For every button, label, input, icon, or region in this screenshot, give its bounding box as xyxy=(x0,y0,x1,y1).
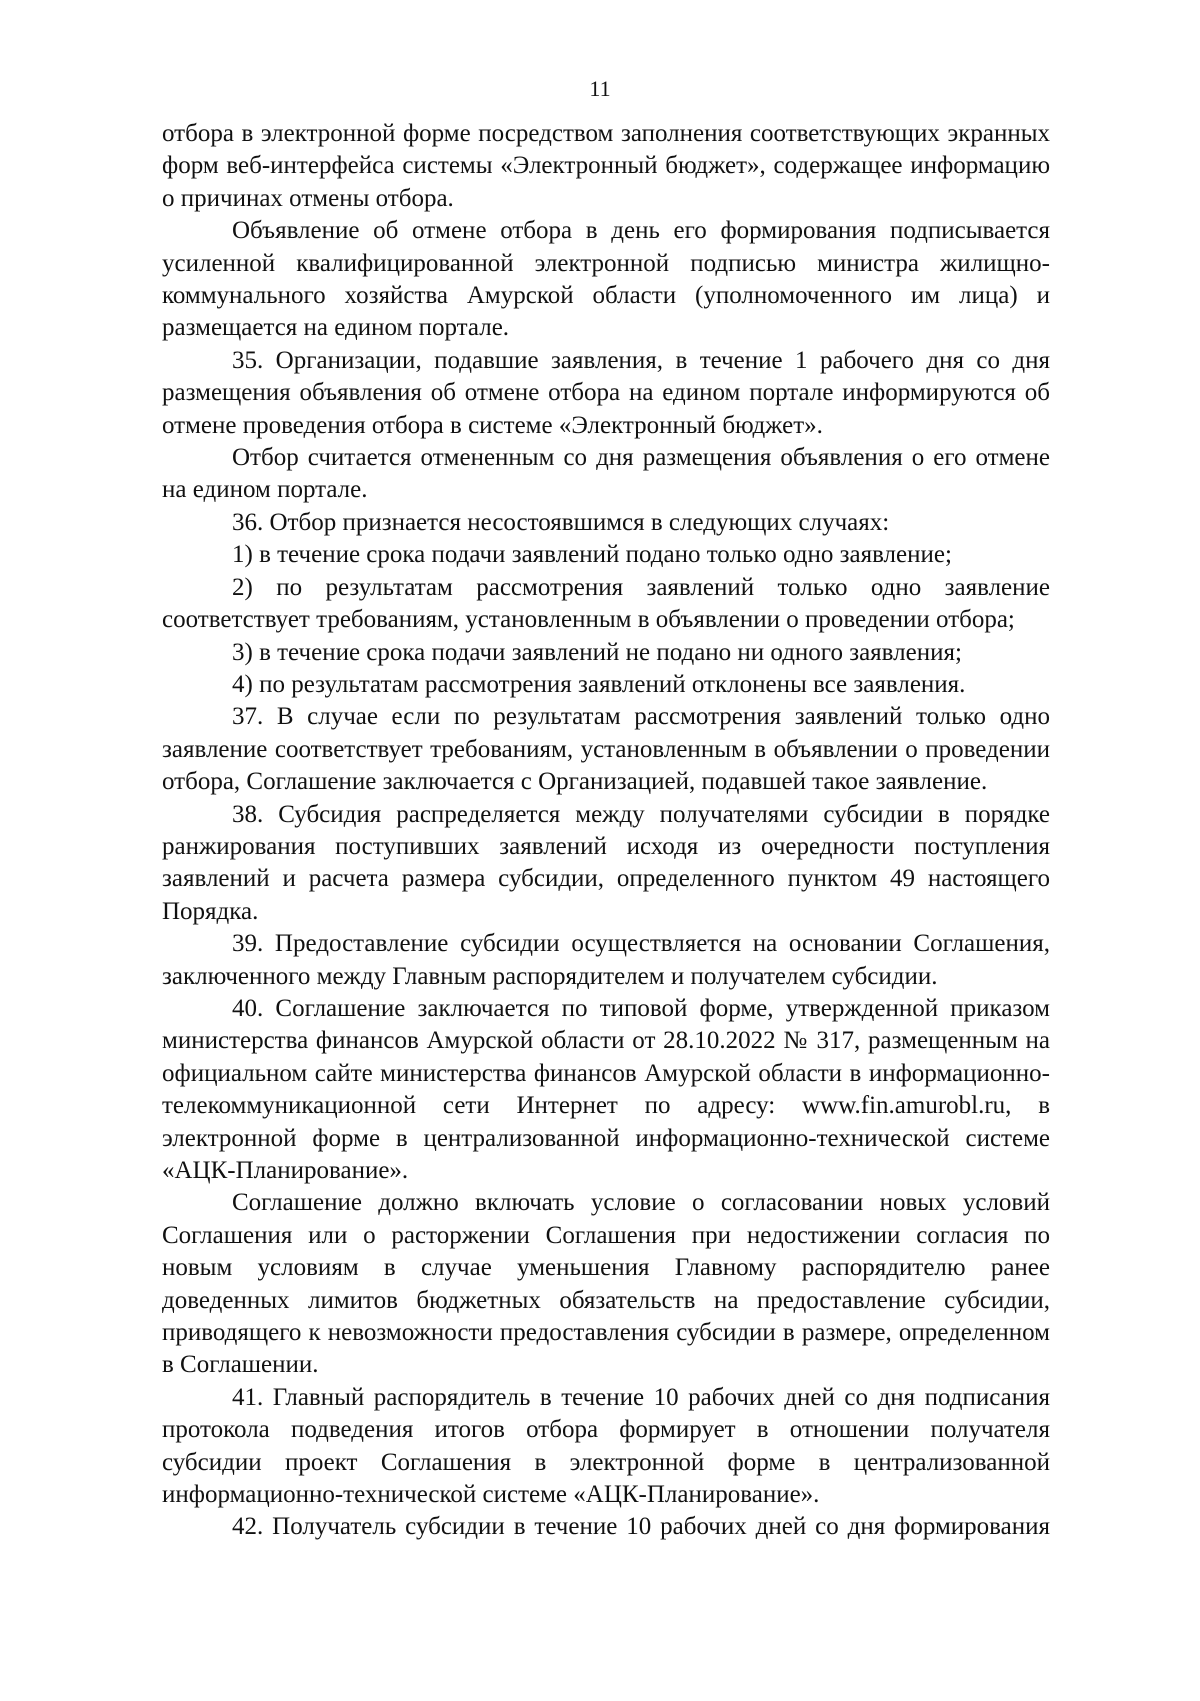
paragraph: 1) в течение срока подачи заявлений подано только одно заявление; xyxy=(232,541,952,569)
paragraph: 42. Получатель субсидии в течение 10 рабочих дней со дня формирования xyxy=(232,1513,1050,1541)
paragraph: 41. Главный распорядитель в течение 10 рабочих дней со дня подписания протокола подведения итогов отбора формирует в отношении получателя субсидии проект Соглашения в электронной форме в централизованной информационно-технической системе «АЦК-Планирование». xyxy=(162,1383,1050,1509)
paragraph: 37. В случае если по результатам рассмотрения заявлений только одно заявление соответствует требованиям, установленным в объявлении о проведении отбора, Соглашение заключается с Организацией, подавшей такое заявление. xyxy=(162,703,1050,796)
paragraph: 36. Отбор признается несостоявшимся в следующих случаях: xyxy=(232,508,890,536)
paragraph: 3) в течение срока подачи заявлений не подано ни одного заявления; xyxy=(232,638,962,666)
page-number: 11 xyxy=(589,76,611,101)
paragraph: 39. Предоставление субсидии осуществляется на основании Соглашения, заключенного между Главным распорядителем и получателем субсидии. xyxy=(162,930,1050,990)
paragraph: 40. Соглашение заключается по типовой форме, утвержденной приказом министерства финансов Амурской области от 28.10.2022 № 317, размещенным на официальном сайте министерства финансов Амурской области в информационно-телекоммуникационной сети Интернет по адресу: www.fin.amurobl.ru, в электронной форме в централизованной информационно-технической системе «АЦК-Планирование». xyxy=(162,994,1050,1184)
paragraph: 35. Организации, подавшие заявления, в течение 1 рабочего дня со дня размещения объявления об отмене отбора на едином портале информируются об отмене проведения отбора в системе «Электронный бюджет». xyxy=(162,346,1050,439)
paragraph: Отбор считается отмененным со дня размещения объявления о его отмене на едином портале. xyxy=(162,444,1050,504)
paragraph: отбора в электронной форме посредством заполнения соответствующих экранных форм веб-интерфейса системы «Электронный бюджет», содержащее информацию о причинах отмены отбора. xyxy=(162,120,1050,212)
paragraph: 4) по результатам рассмотрения заявлений отклонены все заявления. xyxy=(232,670,966,698)
document-body xyxy=(162,118,1050,1544)
paragraph: 38. Субсидия распределяется между получателями субсидии в порядке ранжирования поступивших заявлений исходя из очередности поступления заявлений и расчета размера субсидии, определенного пунктом 49 настоящего Порядка. xyxy=(162,800,1050,925)
paragraph: Соглашение должно включать условие о согласовании новых условий Соглашения или о расторжении Соглашения при недостижении согласия по новым условиям в случае уменьшения Главному распорядителю ранее доведенных лимитов бюджетных обязательств на предоставление субсидии, приводящего к невозможности предоставления субсидии в размере, определенном в Соглашении. xyxy=(162,1189,1050,1379)
paragraph: 2) по результатам рассмотрения заявлений только одно заявление соответствует требованиям, установленным в объявлении о проведении отбора; xyxy=(162,573,1050,634)
paragraph: Объявление об отмене отбора в день его формирования подписывается усиленной квалифицированной электронной подписью министра жилищно-коммунального хозяйства Амурской области (уполномоченного им лица) и размещается на едином портале. xyxy=(162,217,1050,342)
